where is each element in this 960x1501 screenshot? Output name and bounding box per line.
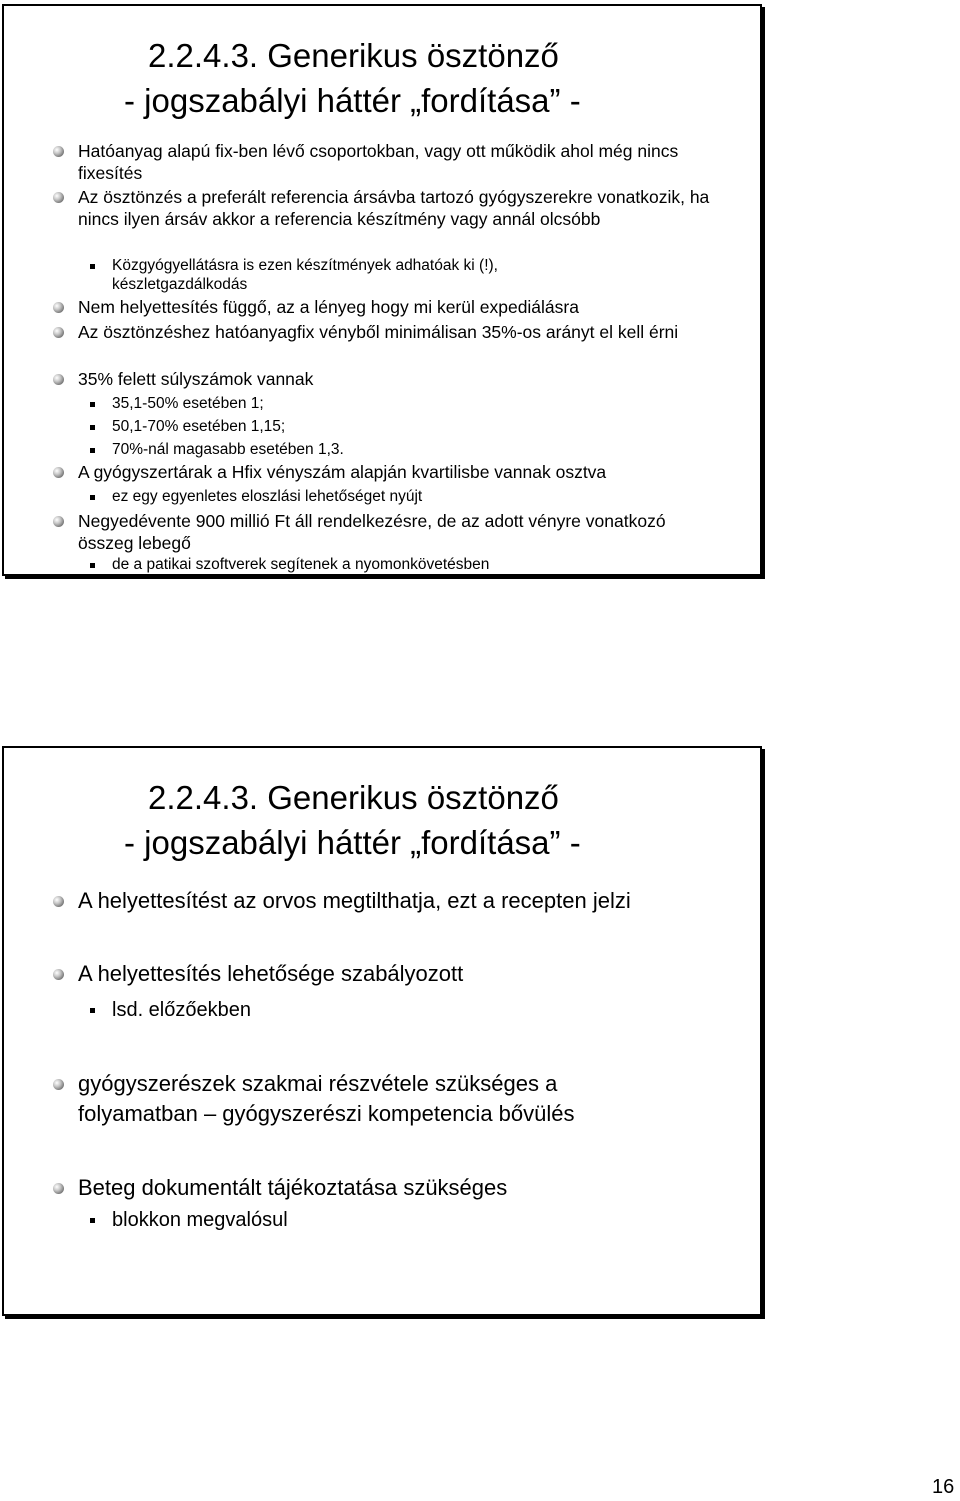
slide-2-title-line-2: - jogszabályi háttér „fordítása” - — [124, 824, 581, 861]
list-item — [112, 487, 632, 506]
bullet-text: lsd. előzőekben — [112, 999, 251, 1021]
sphere-bullet-icon — [53, 1079, 64, 1090]
bullet-text: 35,1-50% esetében 1; — [112, 395, 264, 412]
sphere-bullet-icon — [53, 969, 64, 980]
list-item — [78, 368, 718, 390]
slide-2 — [2, 746, 762, 1316]
square-bullet-icon — [90, 495, 95, 500]
square-bullet-icon — [90, 1218, 95, 1223]
square-bullet-icon — [90, 563, 95, 568]
list-item — [112, 417, 632, 436]
bullet-text: de a patikai szoftverek segítenek a nyomonkövetésben — [112, 556, 490, 573]
bullet-text: gyógyszerészek szakmai részvétele szükséges a folyamatban – gyógyszerészi kompetencia bővülés — [78, 1071, 575, 1126]
list-item — [112, 256, 632, 294]
sphere-bullet-icon — [53, 302, 64, 313]
bullet-text: Az ösztönzéshez hatóanyagfix vényből minimálisan 35%-os arányt el kell érni — [78, 322, 679, 342]
sphere-bullet-icon — [53, 896, 64, 907]
list-item — [78, 1069, 658, 1129]
list-item — [78, 886, 738, 916]
bullet-text: A helyettesítés lehetősége szabályozott — [78, 961, 464, 986]
bullet-text: 35% felett súlyszámok vannak — [78, 369, 314, 389]
bullet-text: A helyettesítést az orvos megtilthatja, ezt a recepten jelzi — [78, 888, 631, 913]
bullet-text: A gyógyszertárak a Hfix vényszám alapján kvartilisbe vannak osztva — [78, 462, 607, 482]
square-bullet-icon — [90, 425, 95, 430]
sphere-bullet-icon — [53, 192, 64, 203]
sphere-bullet-icon — [53, 467, 64, 478]
list-item — [78, 321, 718, 343]
bullet-text: Közgyógyellátásra is ezen készítmények adhatóak ki (!), készletgazdálkodás — [112, 257, 498, 293]
list-item — [112, 996, 672, 1024]
square-bullet-icon — [90, 1008, 95, 1013]
bullet-text: Hatóanyag alapú fix-ben lévő csoportokban, vagy ott működik ahol még nincs fixesítés — [78, 141, 679, 183]
slide-1 — [2, 4, 762, 576]
bullet-text: 70%-nál magasabb esetében 1,3. — [112, 441, 344, 458]
sphere-bullet-icon — [53, 327, 64, 338]
square-bullet-icon — [90, 264, 95, 269]
list-item — [78, 296, 738, 318]
bullet-text: Nem helyettesítés függő, az a lényeg hogy mi kerül expediálásra — [78, 297, 579, 317]
bullet-text: blokkon megvalósul — [112, 1209, 288, 1231]
list-item — [78, 1173, 738, 1203]
slide-2-title-line-1: 2.2.4.3. Generikus ösztönző — [148, 779, 559, 816]
list-item — [112, 440, 632, 459]
bullet-text: Beteg dokumentált tájékoztatása szükséges — [78, 1175, 508, 1200]
sphere-bullet-icon — [53, 374, 64, 385]
square-bullet-icon — [90, 448, 95, 453]
list-item — [112, 394, 632, 413]
list-item — [78, 140, 718, 184]
sphere-bullet-icon — [53, 516, 64, 527]
slide-1-title — [124, 33, 581, 123]
bullet-text: ez egy egyenletes eloszlási lehetőséget nyújt — [112, 488, 423, 505]
sphere-bullet-icon — [53, 1183, 64, 1194]
bullet-text: Negyedévente 900 millió Ft áll rendelkezésre, de az adott vényre vonatkozó összeg lebegő — [78, 511, 666, 553]
list-item — [78, 461, 738, 483]
square-bullet-icon — [90, 402, 95, 407]
bullet-text: 50,1-70% esetében 1,15; — [112, 418, 286, 435]
slide-1-title-line-2: - jogszabályi háttér „fordítása” - — [124, 82, 581, 119]
list-item — [112, 1206, 672, 1234]
page-number: 16 — [932, 1476, 955, 1498]
list-item — [112, 555, 632, 574]
slide-2-title — [124, 775, 581, 865]
sphere-bullet-icon — [53, 146, 64, 157]
list-item — [78, 510, 718, 554]
bullet-text: Az ösztönzés a preferált referencia ársávba tartozó gyógyszerekre vonatkozik, ha nincs ilyen ársáv akkor a referencia készítmény vagy annál olcsóbb — [78, 187, 710, 229]
list-item — [78, 186, 718, 230]
slide-1-title-line-1: 2.2.4.3. Generikus ösztönző — [148, 37, 559, 74]
list-item — [78, 959, 738, 989]
